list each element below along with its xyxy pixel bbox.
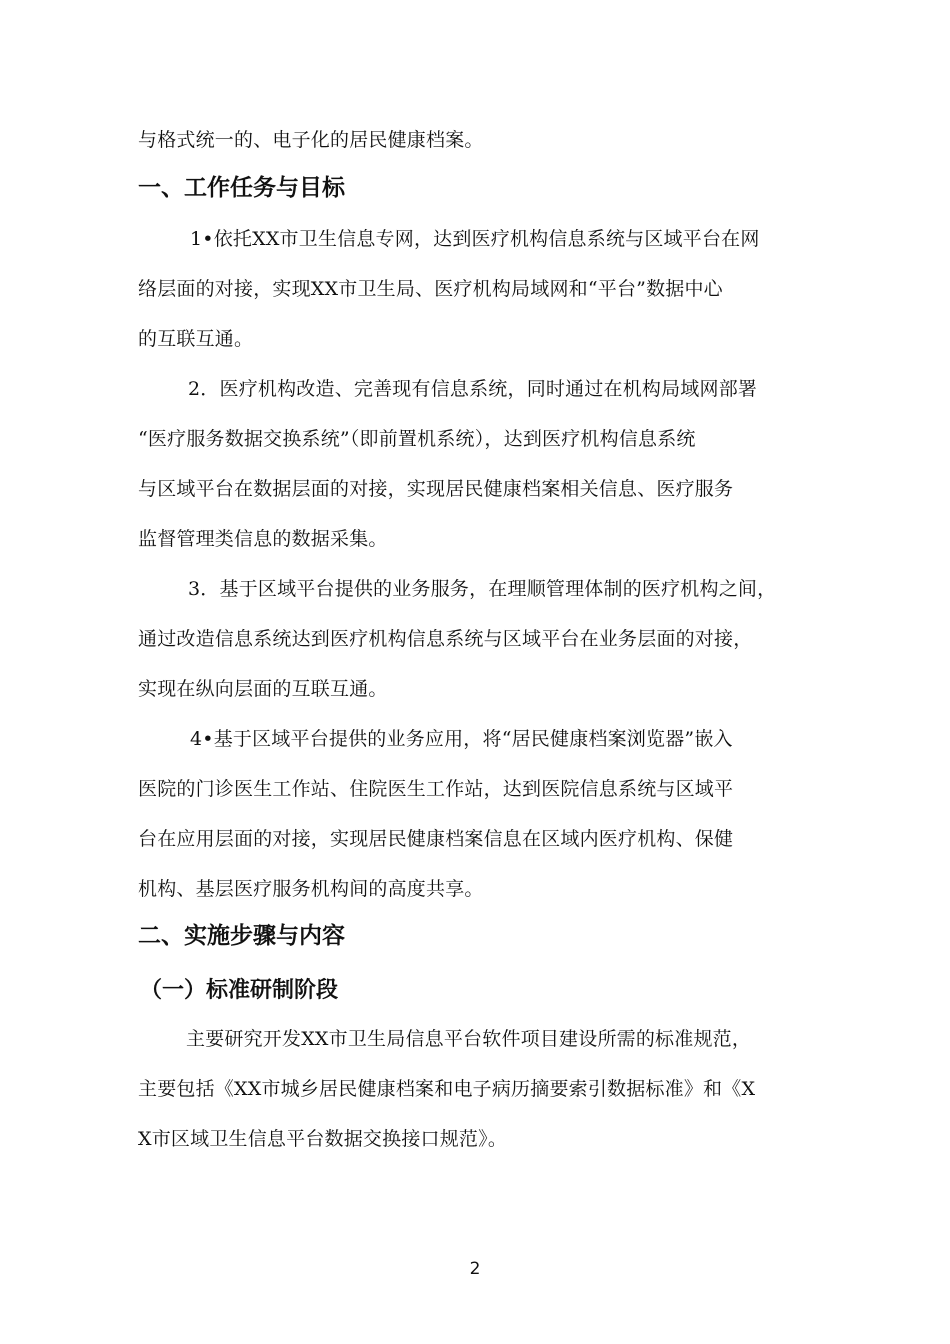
paragraph-line: 主要包括《XX市城乡居民健康档案和电子病历摘要索引数据标准》和《X — [138, 1078, 756, 1100]
section-heading-1: 一、工作任务与目标 — [138, 175, 345, 201]
paragraph-line: 监督管理类信息的数据采集。 — [138, 528, 388, 550]
paragraph-line: 络层面的对接，实现XX市卫生局、医疗机构局域网和“平台”数据中心 — [138, 278, 723, 300]
paragraph-line: 与区域平台在数据层面的对接，实现居民健康档案相关信息、医疗服务 — [138, 478, 734, 500]
page-number: 2 — [469, 1259, 481, 1279]
paragraph-line: 2．医疗机构改造、完善现有信息系统，同时通过在机构局域网部署 — [188, 378, 758, 400]
paragraph-line: 台在应用层面的对接，实现居民健康档案信息在区域内医疗机构、保健 — [138, 828, 734, 850]
paragraph-line: “医疗服务数据交换系统”（即前置机系统），达到医疗机构信息系统 — [138, 428, 696, 450]
paragraph-line: 3．基于区域平台提供的业务服务，在理顺管理体制的医疗机构之间， — [188, 578, 777, 600]
paragraph-line: 1•依托XX市卫生信息专网，达到医疗机构信息系统与区域平台在网 — [190, 228, 760, 250]
paragraph-line: 4•基于区域平台提供的业务应用，将“居民健康档案浏览器”嵌入 — [190, 728, 733, 750]
paragraph-line: 医院的门诊医生工作站、住院医生工作站，达到医院信息系统与区域平 — [138, 778, 734, 800]
paragraph-line: 机构、基层医疗服务机构间的高度共享。 — [138, 878, 484, 900]
paragraph-line: 通过改造信息系统达到医疗机构信息系统与区域平台在业务层面的对接， — [138, 628, 753, 650]
subsection-heading-1: （一）标准研制阶段 — [140, 978, 339, 1003]
section-heading-2: 二、实施步骤与内容 — [138, 923, 345, 949]
paragraph-line: X市区域卫生信息平台数据交换接口规范》。 — [138, 1128, 508, 1150]
paragraph-line: 主要研究开发XX市卫生局信息平台软件项目建设所需的标准规范， — [186, 1028, 752, 1050]
paragraph-line: 与格式统一的、电子化的居民健康档案。 — [138, 129, 484, 151]
paragraph-line: 的互联互通。 — [138, 328, 254, 350]
paragraph-line: 实现在纵向层面的互联互通。 — [138, 678, 388, 700]
